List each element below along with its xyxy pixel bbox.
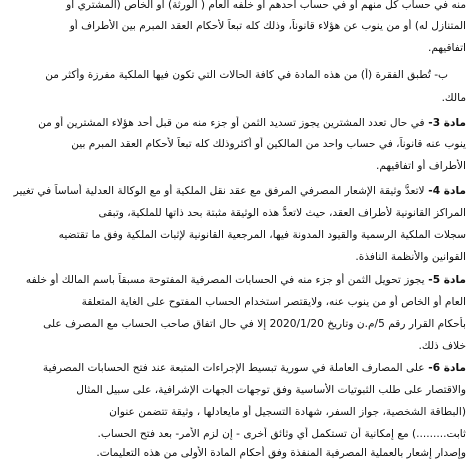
article-5-heading-line: مادة 5- يجوز تحويل الثمن أو جزء منه في الحسابات المصرفية المفتوحة مسبقاً باسم المالك أو خلفه [25,274,466,286]
paragraph-line: خلاف ذلك. [418,340,466,352]
paragraph-line: المراكز القانونية لأطراف العقد، حيث لاتعدُّ هذه الوثيقة مثبتة بحد ذاتها للملكية، وتبقى [98,207,466,219]
paragraph-line: ثابت.........) مع إمكانية أن تستكمل أي وثائق أخرى - إن لزم الأمر- بعد فتح الحساب. [97,428,466,440]
paragraph-line: وإصدار إشعار بالعملية المصرفية المنفذة وفق أحكام المادة الأولى من هذه التعليمات. [96,447,466,459]
paragraph-line: العام أو الخاص أو من ينوب عنه، ولايقتصر استخدام الحساب المفتوح على الغاية المتعلقة [81,296,466,308]
paragraph-line: المتنازل له) أو من ينوب عن هؤلاء قانوناً، وذلك كله تبعاً لأحكام العقد المبرم بين الأطراف أو [69,20,466,32]
paragraph-line: الأطراف أو اتفاقيهم. [375,160,466,172]
paragraph-line: مالك. [441,92,466,104]
paragraph-line: ينوب عنه قانوناً، في حساب واحد من المالكين أو أكثروذلك كله تبعاً لأحكام العقد المبرم بين [71,138,466,150]
article-number: مادة 3- [424,117,466,129]
paragraph-line: سجلات الملكية الرسمية والقيود المدونة فيها، المرجعية القانونية لإثبات الملكية وفق ما تقتضيه [58,229,466,241]
paragraph-line: (البطاقة الشخصية، جواز السفر، شهادة التسجيل أو مايعادلها ، وثيقة تتضمن عنوان [109,406,466,418]
paragraph-line: والاقتصار على طلب الثبوتيات الأساسية وفق توجهات الجهات الإشرافية، على سبيل المثال [76,384,466,396]
paragraph-line: اتفاقيهم. [427,42,466,54]
article-4-heading-line: مادة 4- لاتعدُّ وثيقة الإشعار المصرفي المرفق مع عقد نقل الملكية أو مع الوكالة العدلية أساساً في تغيير [13,185,466,197]
clause-b-line: ب- تُطبق الفقرة (أ) من هذه المادة في كافة الحالات التي تكون فيها الملكية مفرزة وأكثر من [45,69,448,81]
article-number: مادة 5- [424,274,466,286]
paragraph-line: القوانين والأنظمة النافذة. [355,251,466,263]
article-number: مادة 4- [424,185,466,197]
article-number: مادة 6- [424,362,466,374]
paragraph-line: منه في حساب كل منهم أو في حساب أحدهم أو خلفه العام ( الورثة) أو الخاص (المشتري أو [66,0,466,11]
paragraph-line: بأحكام القرار رقم 5/م.ن وتاريخ 2020/1/20 إلا في حال اتفاق صاحب الحساب مع المصرف على [43,318,466,330]
article-6-heading-line: مادة 6- على المصارف العاملة في سورية تبسيط الإجراءات المتبعة عند فتح الحسابات المصرفية [42,362,466,374]
article-3-heading-line: مادة 3- في حال تعدد المشترين يجوز تسديد الثمن أو جزء منه من قبل أحد هؤلاء المشترين أو من [38,117,466,129]
